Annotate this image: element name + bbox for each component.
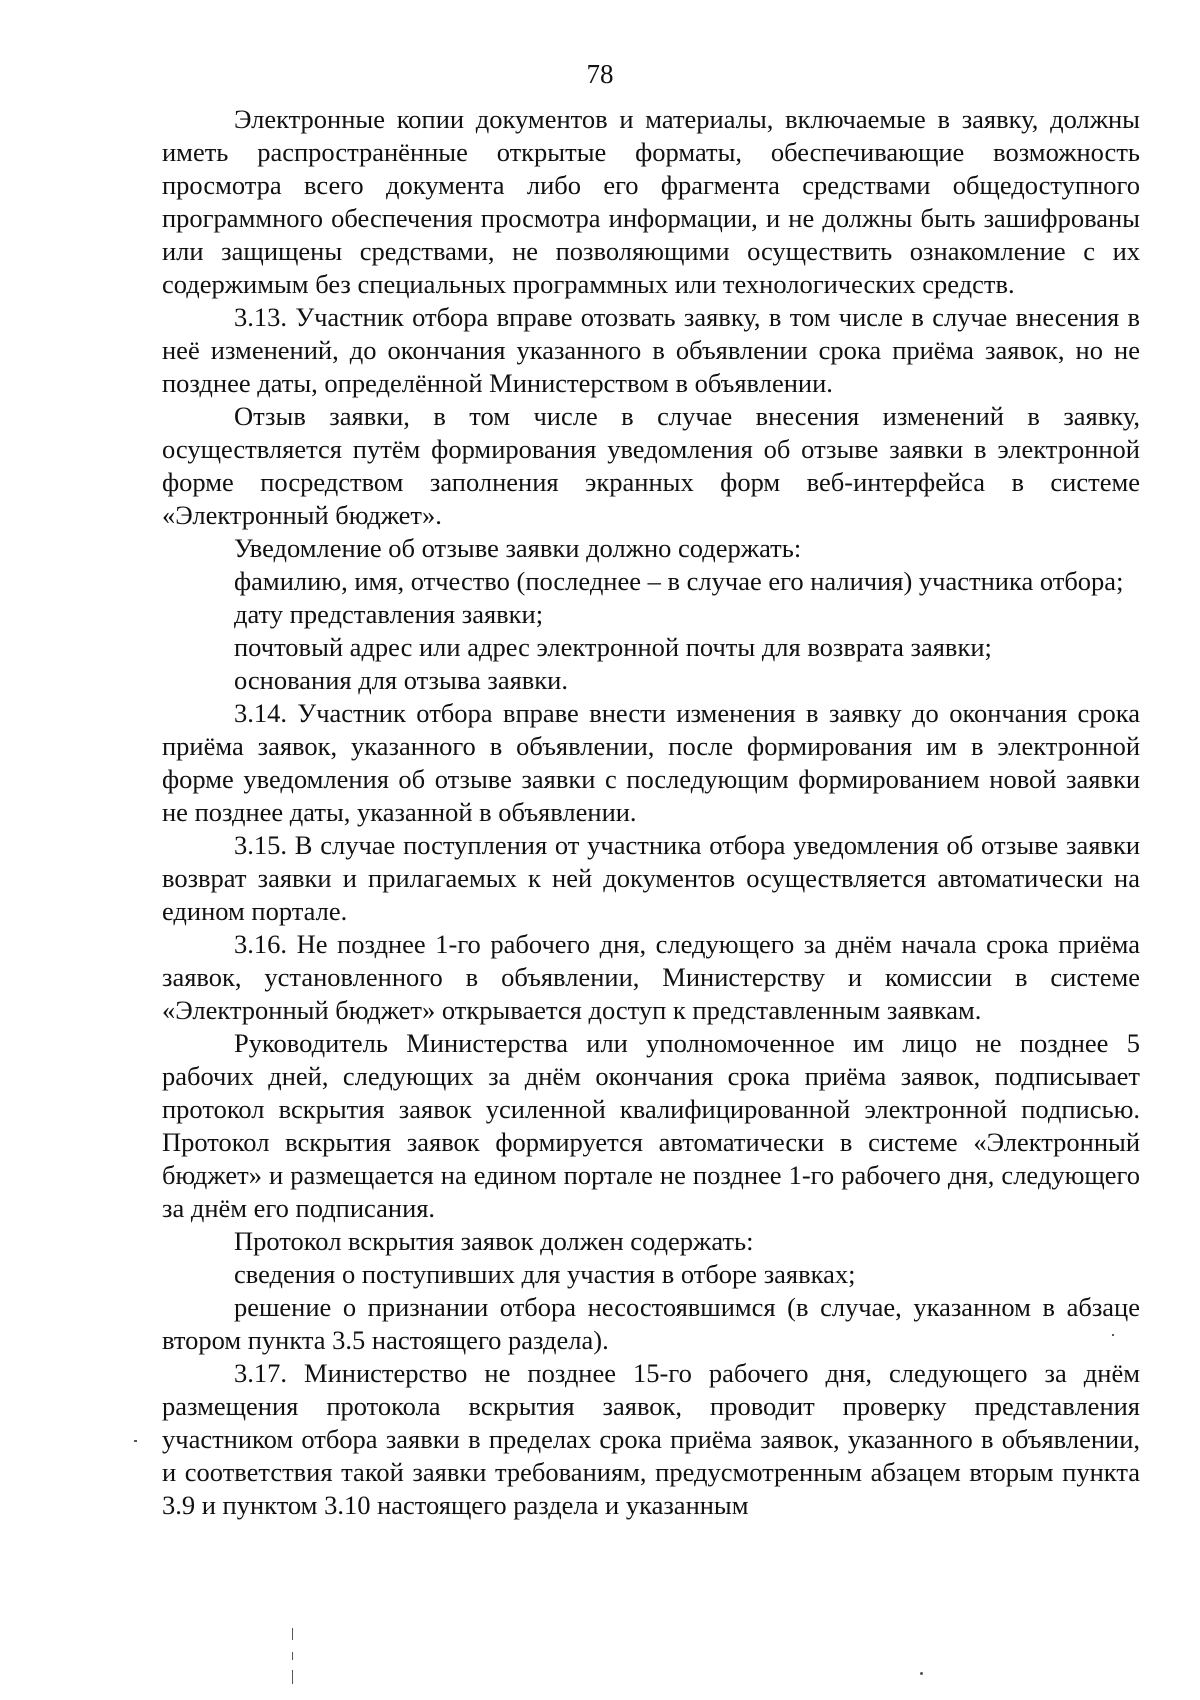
scan-artifact-dot	[1112, 1334, 1114, 1336]
paragraph: Отзыв заявки, в том числе в случае внесения изменений в заявку, осуществляется путём формирования уведомления об отзыве заявки в электронной форме посредством заполнения экранных форм веб-интерфейса в системе «Электронный бюджет».	[162, 401, 1140, 530]
scan-artifact-mark	[292, 1670, 293, 1684]
scan-artifact-mark	[292, 1652, 293, 1660]
paragraph: Электронные копии документов и материалы, включаемые в заявку, должны иметь распространённые открытые форматы, обеспечивающие возможность просмотра всего документа либо его фрагмента средствами общедоступного программного обеспечения просмотра информации, и не должны быть зашифрованы или защищены средствами, не позволяющими осуществить ознакомление с их содержимым без специальных программных или технологических средств.	[162, 104, 1140, 299]
paragraph: решение о признании отбора несостоявшимся (в случае, указанном в абзаце втором пункта 3.5 настоящего раздела).	[162, 1292, 1140, 1355]
paragraph: основания для отзыва заявки.	[234, 665, 568, 695]
document-body	[162, 103, 1140, 1522]
paragraph: Руководитель Министерства или уполномоченное им лицо не позднее 5 рабочих дней, следующих за днём окончания срока приёма заявок, подписывает протокол вскрытия заявок усиленной квалифицированной электронной подписью. Протокол вскрытия заявок формируется автоматически в системе «Электронный бюджет» и размещается на едином портале не позднее 1-го рабочего дня, следующего за днём его подписания.	[162, 1028, 1140, 1223]
paragraph: 3.17. Министерство не позднее 15-го рабочего дня, следующего за днём размещения протокола вскрытия заявок, проводит проверку представления участником отбора заявки в пределах срока приёма заявок, указанного в объявлении, и соответствия такой заявки требованиям, предусмотренным абзацем вторым пункта 3.9 и пунктом 3.10 настоящего раздела и указанным	[162, 1358, 1140, 1520]
paragraph: почтовый адрес или адрес электронной почты для возврата заявки;	[234, 632, 992, 662]
paragraph: дату представления заявки;	[234, 599, 544, 629]
scan-artifact-dot	[134, 1440, 137, 1442]
paragraph: 3.15. В случае поступления от участника отбора уведомления об отзыве заявки возврат заявки и прилагаемых к ней документов осуществляется автоматически на едином портале.	[162, 830, 1140, 926]
scan-artifact-dot	[920, 1672, 923, 1675]
paragraph: 3.16. Не позднее 1-го рабочего дня, следующего за днём начала срока приёма заявок, установленного в объявлении, Министерству и комиссии в системе «Электронный бюджет» открывается доступ к представленным заявкам.	[162, 929, 1140, 1025]
paragraph: сведения о поступивших для участия в отборе заявках;	[234, 1259, 856, 1289]
scan-artifact-mark	[292, 1628, 293, 1640]
paragraph: 3.14. Участник отбора вправе внести изменения в заявку до окончания срока приёма заявок, указанного в объявлении, после формирования им в электронной форме уведомления об отзыве заявки с последующим формированием новой заявки не позднее даты, указанной в объявлении.	[162, 698, 1140, 827]
paragraph: Протокол вскрытия заявок должен содержать:	[234, 1226, 754, 1256]
paragraph: Уведомление об отзыве заявки должно содержать:	[234, 533, 802, 563]
paragraph: фамилию, имя, отчество (последнее – в случае его наличия) участника отбора;	[234, 566, 1124, 596]
paragraph: 3.13. Участник отбора вправе отозвать заявку, в том числе в случае внесения в неё изменений, до окончания указанного в объявлении срока приёма заявок, но не позднее даты, определённой Министерством в объявлении.	[162, 302, 1140, 398]
page-number: 78	[586, 59, 614, 89]
